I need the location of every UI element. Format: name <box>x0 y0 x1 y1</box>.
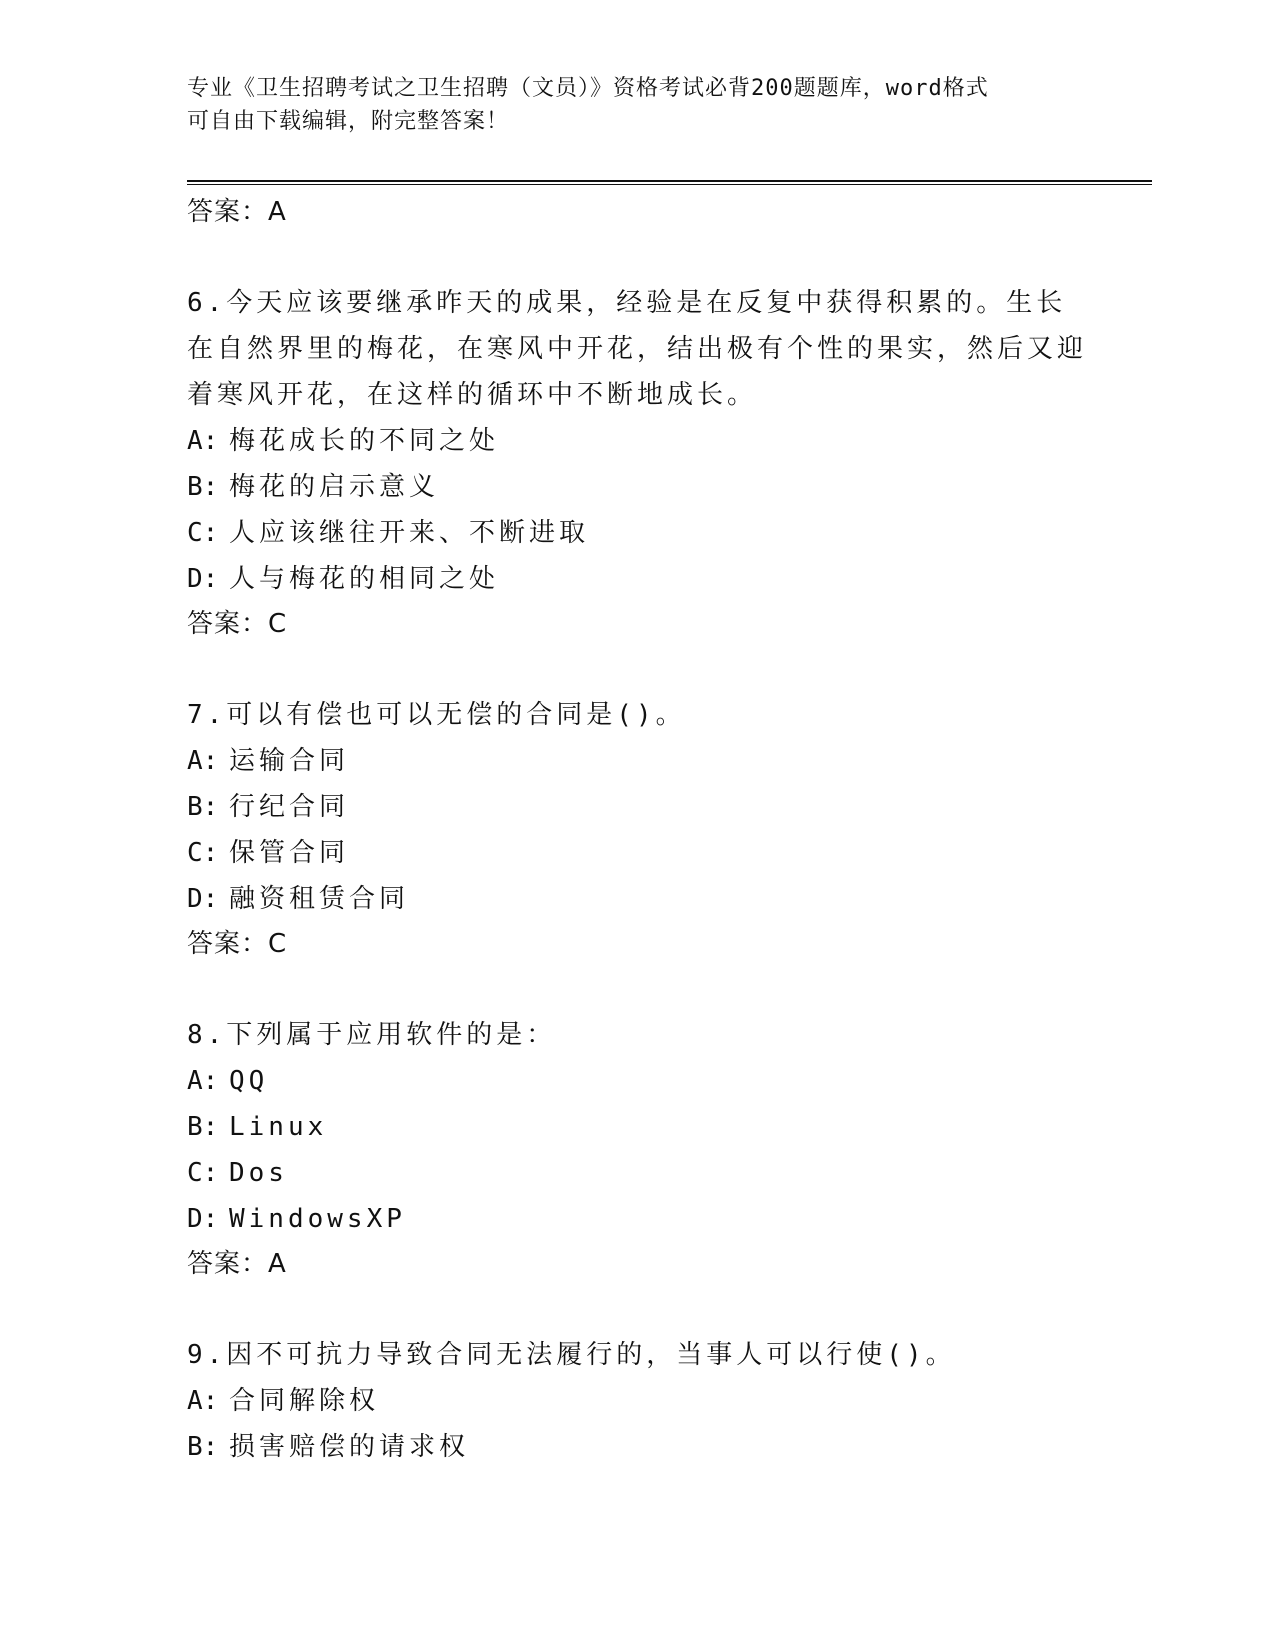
option-a <box>187 738 1087 784</box>
option-text: 保管合同 <box>229 838 350 868</box>
answer-line: 答案：C <box>187 609 288 639</box>
header-rule <box>187 180 1152 182</box>
option-text: Dos <box>229 1158 288 1188</box>
option-key: B: <box>187 1112 219 1142</box>
question-text: 9.因不可抗力导致合同无法履行的，当事人可以行使()。 <box>187 1340 956 1370</box>
option-c <box>187 830 1087 876</box>
option-key: B: <box>187 472 219 502</box>
question-text: 6.今天应该要继承昨天的成果，经验是在反复中获得积累的。生长在自然界里的梅花，在寒风中开花，结出极有个性的果实，然后又迎着寒风开花，在这样的循环中不断地成长。 <box>187 288 1088 410</box>
option-key: C: <box>187 518 219 548</box>
option-c <box>187 510 1087 556</box>
option-b <box>187 1104 1087 1150</box>
option-text: 合同解除权 <box>229 1386 380 1416</box>
option-b <box>187 784 1087 830</box>
option-key: C: <box>187 838 219 868</box>
answer-line: 答案：A <box>187 1249 287 1279</box>
option-text: 人应该继往开来、不断进取 <box>229 518 590 548</box>
header-rule-thin <box>187 184 1152 185</box>
option-key: C: <box>187 1158 219 1188</box>
option-text: 梅花的启示意义 <box>229 472 440 502</box>
option-a <box>187 1058 1087 1104</box>
option-a <box>187 1378 1087 1424</box>
option-key: A: <box>187 1066 219 1096</box>
option-d <box>187 556 1087 602</box>
question-block <box>187 1012 1087 1286</box>
option-d <box>187 1196 1087 1242</box>
question-block <box>187 692 1087 966</box>
header-line-1: 专业《卫生招聘考试之卫生招聘（文员）》资格考试必背200题题库，word格式 <box>187 76 989 101</box>
option-text: 梅花成长的不同之处 <box>229 426 500 456</box>
option-text: 运输合同 <box>229 746 350 776</box>
option-text: 融资租赁合同 <box>229 884 410 914</box>
document-body <box>187 190 1087 1470</box>
option-text: 行纪合同 <box>229 792 350 822</box>
question-text: 8.下列属于应用软件的是： <box>187 1020 557 1050</box>
option-key: D: <box>187 884 219 914</box>
answer-line: 答案：C <box>187 929 288 959</box>
option-b <box>187 464 1087 510</box>
option-text: 人与梅花的相同之处 <box>229 564 500 594</box>
option-key: A: <box>187 1386 219 1416</box>
option-text: QQ <box>229 1066 269 1096</box>
question-text: 7.可以有偿也可以无偿的合同是()。 <box>187 700 686 730</box>
question-block <box>187 280 1087 646</box>
option-key: D: <box>187 564 219 594</box>
header-line-2: 可自由下载编辑，附完整答案！ <box>187 109 510 134</box>
document-header <box>187 72 1087 138</box>
option-text: 损害赔偿的请求权 <box>229 1432 470 1462</box>
answer-line: 答案：A <box>187 197 287 227</box>
option-key: B: <box>187 1432 219 1462</box>
option-key: A: <box>187 746 219 776</box>
option-key: B: <box>187 792 219 822</box>
question-block <box>187 1332 1087 1470</box>
option-text: Linux <box>229 1112 328 1142</box>
option-key: A: <box>187 426 219 456</box>
option-key: D: <box>187 1204 219 1234</box>
option-b <box>187 1424 1087 1470</box>
option-c <box>187 1150 1087 1196</box>
option-text: WindowsXP <box>229 1204 406 1234</box>
option-d <box>187 876 1087 922</box>
option-a <box>187 418 1087 464</box>
